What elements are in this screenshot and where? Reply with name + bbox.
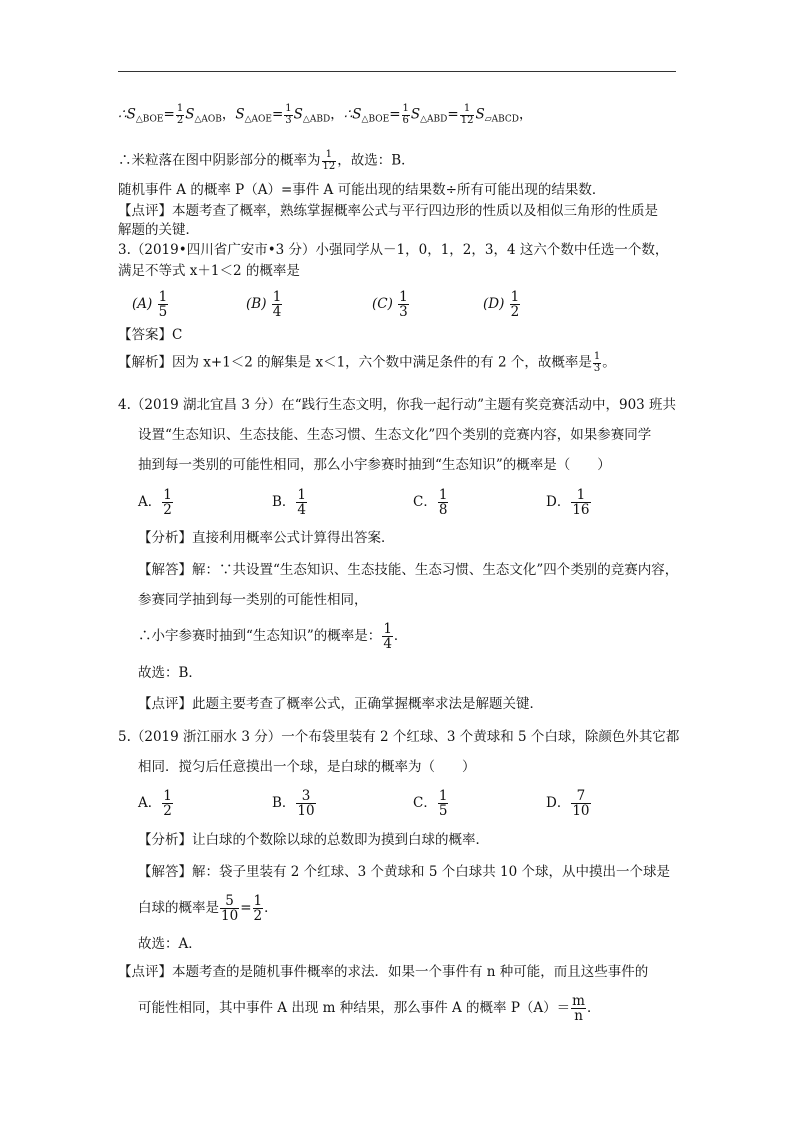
q4-solution-2: 参赛同学抽到每一类别的可能性相同，	[138, 592, 368, 608]
label: B．	[272, 795, 296, 812]
formula-line-1	[118, 104, 533, 130]
q4-analysis: 【分析】直接利用概率公式计算得出答案．	[138, 530, 395, 546]
text: 白球的概率是	[138, 900, 219, 917]
numerator: 1	[325, 149, 333, 160]
numerator: 3	[301, 788, 311, 804]
label: (D)	[483, 296, 505, 313]
denominator: 4	[297, 502, 307, 519]
q5-choice: 故选：A．	[138, 936, 202, 952]
denominator: 3	[285, 114, 292, 126]
fraction	[571, 488, 590, 517]
fraction	[162, 488, 173, 517]
denominator: 4	[272, 304, 282, 321]
numerator: 1	[158, 289, 168, 305]
q5-option-b	[272, 789, 317, 818]
sub: △AOE	[244, 114, 272, 125]
text: =	[447, 106, 459, 123]
sub: △ABD	[302, 114, 331, 125]
denominator: 2	[510, 304, 520, 321]
label: D．	[546, 795, 571, 812]
q3-answer: 【答案】C	[118, 327, 183, 343]
text: 。	[602, 354, 616, 371]
text: ．	[586, 1000, 601, 1017]
denominator: 5	[438, 803, 448, 820]
text: =	[240, 900, 252, 917]
numerator: 5	[225, 893, 234, 909]
numerator: 1	[463, 103, 471, 114]
denominator: 2	[176, 114, 184, 126]
q3-option-d	[483, 290, 521, 319]
numerator: 1	[383, 621, 392, 637]
denominator: 5	[158, 304, 168, 321]
q5-option-d	[546, 789, 592, 818]
text: ，	[221, 106, 236, 123]
q3-option-a	[132, 290, 169, 319]
denominator: 2	[163, 502, 172, 519]
question-5-stem: 5.（2019 浙江丽水 3 分）一个布袋里装有 2 个红球、3 个黄球和 5 个白球，除颜色外其它都	[118, 729, 680, 745]
denominator: 3	[399, 304, 408, 321]
fraction	[253, 894, 264, 923]
q4-choice: 故选：B．	[138, 665, 202, 681]
q3-analysis	[118, 352, 616, 374]
denominator: 10	[572, 803, 590, 820]
numerator: 1	[253, 893, 263, 909]
fraction	[322, 150, 337, 172]
numerator: 7	[576, 788, 586, 804]
q4-solution-3	[138, 622, 407, 651]
fraction	[460, 104, 475, 126]
text: =	[271, 106, 284, 123]
denominator: 12	[460, 114, 474, 126]
denominator: 12	[322, 160, 336, 172]
sub: △ABD	[420, 114, 448, 125]
question-5-stem-2: 相同．搅匀后任意摸出一个球，是白球的概率为（ ）	[138, 759, 476, 775]
fraction	[382, 622, 393, 651]
text: =	[389, 106, 401, 123]
sub: △BOE	[135, 114, 164, 125]
fraction	[438, 488, 449, 517]
sub: ▱ABCD	[484, 114, 519, 125]
question-3-stem-2: 满足不等式 x＋1＜2 的概率是	[118, 263, 300, 279]
text: ，	[519, 106, 533, 123]
numerator: 1	[402, 103, 409, 114]
question-4-stem-3: 抽到每一类别的可能性相同，那么小宇参赛时抽到“生态知识”的概率是（ ）	[138, 457, 611, 473]
numerator: 1	[438, 487, 448, 503]
label: C．	[413, 494, 437, 511]
denominator: 2	[163, 803, 172, 820]
definition-line: 随机事件 A 的概率 P（A）=事件 A 可能出现的结果数÷所有可能出现的结果数．	[118, 182, 606, 198]
numerator: 1	[399, 289, 408, 305]
fraction	[220, 894, 239, 923]
comment-line: 【点评】本题考查了概率，熟练掌握概率公式与平行四边形的性质以及相似三角形的性质是	[118, 203, 658, 219]
q4-option-b	[272, 488, 308, 517]
fraction	[284, 104, 292, 126]
denominator: 16	[572, 502, 590, 519]
denominator: n	[571, 1008, 586, 1023]
text: S	[185, 106, 195, 123]
text: ．	[393, 628, 408, 645]
fraction	[398, 290, 409, 319]
text: ∴小宇参赛时抽到“生态知识”的概率是：	[138, 628, 382, 645]
text: 【解析】因为 x+1＜2 的解集是 x＜1，六个数中满足条件的有 2 个，故概率是	[118, 354, 592, 371]
sub: △BOE	[361, 114, 390, 125]
fraction	[272, 290, 283, 319]
numerator: 1	[576, 487, 586, 503]
label: D．	[546, 494, 571, 511]
question-3-stem: 3.（2019•四川省广安市•3 分）小强同学从－1，0，1，2，3，4 这六个数中任选一个数，	[118, 242, 669, 258]
denominator: 10	[297, 803, 315, 820]
text: ，故选：B．	[337, 152, 415, 169]
question-4-stem: 4.（2019 湖北宜昌 3 分）在“践行生态文明，你我一起行动”主题有奖竞赛活动中，903 班共	[118, 397, 677, 413]
q5-comment: 【点评】本题考查的是随机事件概率的求法．如果一个事件有 n 种可能，而且这些事件的	[118, 964, 649, 980]
q5-option-a	[138, 789, 174, 818]
q4-option-a	[138, 488, 174, 517]
numerator: 1	[297, 487, 307, 503]
label: A．	[138, 494, 162, 511]
numerator: 1	[176, 103, 184, 114]
numerator: 1	[510, 289, 520, 305]
fraction	[593, 352, 601, 374]
label: C．	[413, 795, 437, 812]
fraction	[158, 290, 169, 319]
fraction	[510, 290, 521, 319]
q5-solution-2	[138, 894, 278, 923]
q4-solution: 【解答】解：∵共设置“生态知识、生态技能、生态习惯、生态文化”四个类别的竞赛内容，	[138, 562, 679, 578]
header-rule	[118, 71, 676, 72]
fraction	[162, 789, 173, 818]
q4-option-d	[546, 488, 592, 517]
fraction	[176, 104, 184, 126]
numerator: 1	[272, 289, 282, 305]
text: 可能性相同，其中事件 A 出现 m 种结果，那么事件 A 的概率 P（A）＝	[138, 1000, 571, 1017]
text: S	[235, 106, 245, 123]
q4-comment: 【点评】此题主要考查了概率公式，正确掌握概率求法是解题关键．	[138, 696, 543, 712]
fraction	[438, 789, 449, 818]
numerator: 1	[438, 788, 448, 804]
denominator: 8	[438, 502, 448, 519]
fraction	[571, 994, 586, 1023]
q5-solution: 【解答】解：袋子里装有 2 个红球、3 个黄球和 5 个白球共 10 个球，从中摸出一个球是	[138, 864, 670, 880]
text: ．	[264, 900, 278, 917]
text: S	[475, 106, 485, 123]
q5-analysis: 【分析】让白球的个数除以球的总数即为摸到白球的概率．	[138, 832, 489, 848]
fraction	[571, 789, 590, 818]
label: (C)	[372, 296, 393, 313]
numerator: m	[572, 993, 585, 1009]
text: S	[410, 106, 421, 123]
numerator: 1	[163, 788, 172, 804]
q4-option-c	[413, 488, 449, 517]
sub: △AOB	[194, 114, 222, 125]
text: ∴S	[343, 106, 362, 123]
fraction	[296, 789, 315, 818]
denominator: 4	[383, 636, 392, 653]
q5-option-c	[413, 789, 449, 818]
q3-option-b	[246, 290, 283, 319]
denominator: 6	[402, 114, 409, 126]
numerator: 1	[285, 103, 292, 114]
fraction	[296, 488, 307, 517]
numerator: 1	[163, 487, 172, 503]
label: B．	[272, 494, 296, 511]
comment-line-2: 解题的关键．	[118, 222, 199, 238]
label: (B)	[246, 296, 267, 313]
text: =	[163, 106, 175, 123]
numerator: 1	[593, 351, 601, 362]
q3-option-c	[372, 290, 410, 319]
label: (A)	[132, 296, 153, 313]
question-4-stem-2: 设置“生态知识、生态技能、生态习惯、生态文化”四个类别的竞赛内容，如果参赛同学	[138, 427, 652, 443]
q5-comment-2	[138, 994, 600, 1023]
fraction	[402, 104, 410, 126]
label: A．	[138, 795, 162, 812]
probability-line	[118, 150, 415, 172]
denominator: 2	[253, 908, 263, 925]
denominator: 3	[593, 362, 601, 374]
text: S	[293, 106, 303, 123]
denominator: 10	[221, 908, 239, 925]
text: ∴S	[118, 106, 136, 123]
text: ∴米粒落在图中阴影部分的概率为	[118, 152, 321, 169]
text: ，	[330, 106, 344, 123]
